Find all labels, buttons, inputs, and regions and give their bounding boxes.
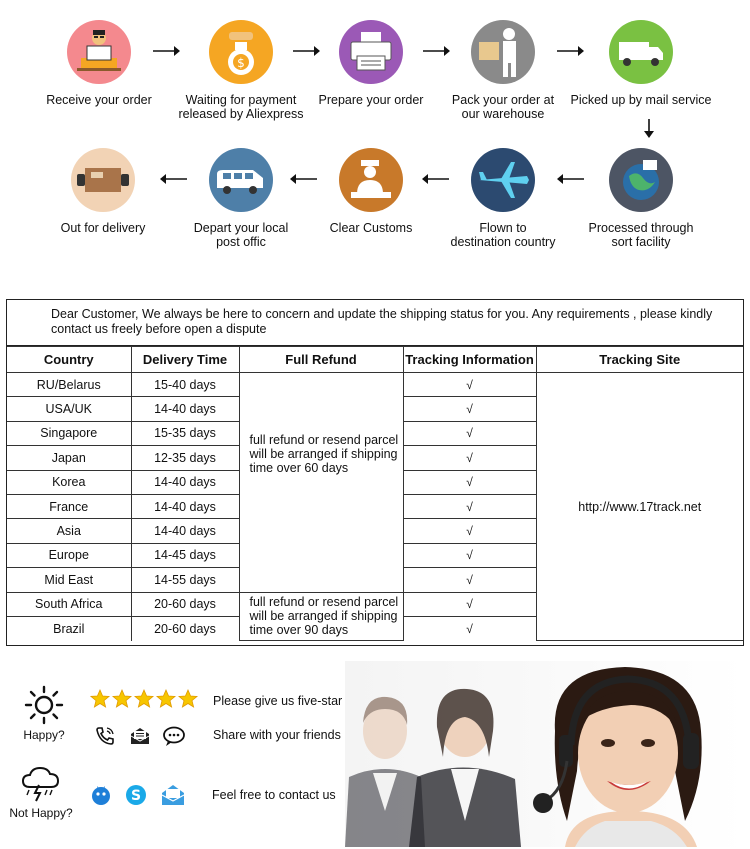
country-cell: France [7,494,131,518]
country-cell: Asia [7,519,131,543]
svg-text:$: $ [237,56,245,70]
customer-notice: Dear Customer, We always be here to concern and update the shipping status for you. Any requirements , please kindly contact us freely before open a dispute [7,300,743,346]
mail-icon[interactable] [129,725,151,747]
chat-bubble-icon[interactable] [162,725,186,747]
tracking-check: √ [403,568,536,592]
country-cell: USA/UK [7,397,131,421]
step-flown: Flown to destination country [428,148,578,249]
step-sort-facility: Processed through sort facility [566,148,716,249]
customer-service-photo [345,661,745,847]
email-envelope-icon[interactable] [160,783,186,807]
airplane-icon [471,148,535,212]
star-icon [135,690,153,707]
messenger-bird-icon[interactable] [89,783,113,807]
globe-icon [609,148,673,212]
tracking-check: √ [403,446,536,470]
delivery-time-cell: 14-55 days [131,568,239,592]
country-cell: Europe [7,543,131,567]
star-icon [157,690,175,707]
country-cell: RU/Belarus [7,373,131,397]
van-icon [209,148,273,212]
not-happy-group [4,765,78,820]
tracking-check: √ [403,421,536,445]
step-pack-order: Pack your order at our warehouse [428,20,578,121]
header-tracking-information: Tracking Information [403,347,536,373]
five-star-message: Please give us five-star [213,694,343,708]
refund-policy-90: full refund or resend parcel will be arranged if shipping time over 90 days [239,592,403,641]
arrow-down-icon [642,118,656,138]
step-prepare-order: Prepare your order [296,20,446,107]
step-depart-post-office: Depart your local post offic [166,148,316,249]
tracking-check: √ [403,592,536,616]
tracking-check: √ [403,470,536,494]
header-full-refund: Full Refund [239,347,403,373]
receive-order-icon [67,20,131,84]
shipping-table-section [6,299,744,646]
header-delivery-time: Delivery Time [131,347,239,373]
storm-cloud-icon [20,765,62,803]
five-star-rating[interactable] [90,689,200,709]
tracking-check: √ [403,494,536,518]
header-tracking-site: Tracking Site [536,347,743,373]
feedback-footer [0,655,750,849]
contact-message: Feel free to contact us [212,788,336,802]
country-cell: Japan [7,446,131,470]
table-header-row [7,347,743,373]
tracking-check: √ [403,373,536,397]
country-cell: South Africa [7,592,131,616]
delivery-box-icon [71,148,135,212]
printer-icon [339,20,403,84]
shipping-process [0,0,750,290]
share-message: Share with your friends [213,728,341,742]
skype-icon[interactable] [124,783,148,807]
delivery-time-cell: 12-35 days [131,446,239,470]
delivery-time-cell: 20-60 days [131,616,239,640]
truck-icon [609,20,673,84]
country-cell: Singapore [7,421,131,445]
sun-icon [24,685,64,725]
delivery-time-cell: 15-40 days [131,373,239,397]
delivery-time-cell: 15-35 days [131,421,239,445]
happy-group [14,685,74,742]
step-customs: Clear Customs [296,148,446,235]
refund-policy-60: full refund or resend parcel will be arranged if shipping time over 60 days [239,373,403,593]
svg-text:S: S [130,788,142,804]
money-bag-icon [209,20,273,84]
country-cell: Korea [7,470,131,494]
delivery-time-cell: 14-40 days [131,494,239,518]
table-row [7,373,743,397]
delivery-time-cell: 14-40 days [131,519,239,543]
tracking-site-link[interactable]: http://www.17track.net [536,373,743,641]
header-country: Country [7,347,131,373]
tracking-check: √ [403,543,536,567]
not-happy-label: Not Happy? [9,806,73,820]
package-worker-icon [471,20,535,84]
delivery-time-cell: 20-60 days [131,592,239,616]
customs-officer-icon [339,148,403,212]
country-cell: Mid East [7,568,131,592]
tracking-check: √ [403,397,536,421]
star-icon [179,690,197,707]
tracking-check: √ [403,519,536,543]
happy-label: Happy? [23,728,65,742]
country-cell: Brazil [7,616,131,640]
step-receive-order: Receive your order [24,20,174,107]
step-picked-up: Picked up by mail service [566,20,716,107]
tracking-check: √ [403,616,536,640]
delivery-time-cell: 14-40 days [131,470,239,494]
shipping-table [7,346,743,641]
step-waiting-payment: $ Waiting for payment released by Aliexpress [166,20,316,121]
delivery-time-cell: 14-40 days [131,397,239,421]
star-icon [113,690,131,707]
delivery-time-cell: 14-45 days [131,543,239,567]
star-icon [91,690,109,707]
phone-icon[interactable] [94,725,116,747]
step-out-for-delivery: Out for delivery [28,148,178,235]
